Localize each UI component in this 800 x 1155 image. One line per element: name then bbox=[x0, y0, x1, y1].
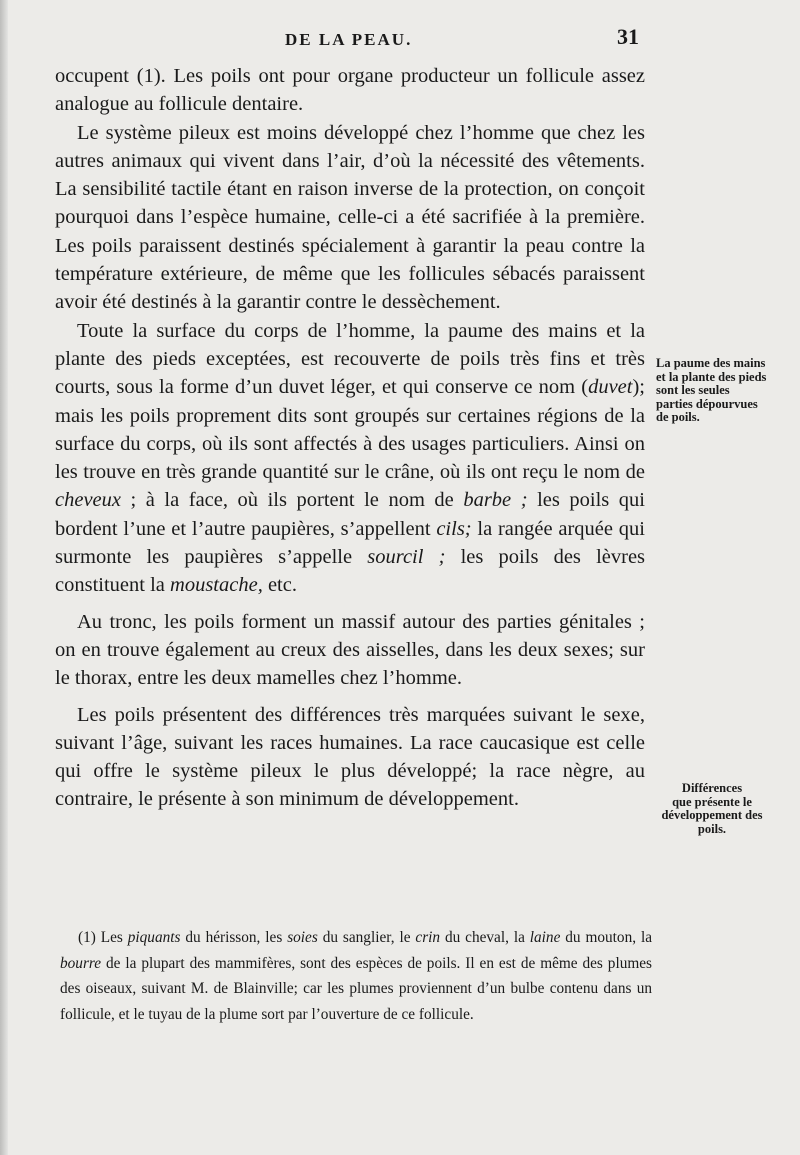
term-duvet: duvet bbox=[588, 376, 633, 399]
term-sourcil: sourcil ; bbox=[367, 546, 446, 569]
margin-note-differences-title: Différences bbox=[681, 781, 743, 795]
paragraph-2: Le système pileux est moins développé chez l’homme que chez les autres animaux qui vivent dans l’air, d’où la nécessité des vêtements. La sensibilité tactile étant en raison inverse de la protection, on conçoit pourquoi dans l’espèce humaine, celle-ci a été sacrifiée à la première. Les poils paraissent destinés spécialement à garantir la peau contre la température extérieure, de même que les follicules sébacés paraissent avoir été destinés à la garantir contre le dessèchement. bbox=[55, 121, 645, 314]
margin-note-paume: La paume des mains et la plante des pieds sont les seules parties dépourvues de poils. bbox=[656, 356, 767, 424]
paragraph-4: Au tronc, les poils forment un massif autour des parties génitales ; on en trouve également au creux des aisselles, dans les deux sexes; sur le thorax, entre les deux mamelles chez l’homme. bbox=[55, 610, 645, 690]
paragraph-5: Les poils présentent des différences très marquées suivant le sexe, suivant l’âge, suivant les races humaines. La race caucasique est celle qui offre le système pileux le plus développé; la race nègre, au contraire, le présente à son minimum de développement. bbox=[55, 703, 645, 811]
paragraph-1: occupent (1). Les poils ont pour organe producteur un follicule assez analogue au follicule dentaire. bbox=[55, 65, 645, 116]
main-text bbox=[55, 62, 645, 814]
term-barbe: barbe ; bbox=[463, 489, 528, 512]
term-cheveux: cheveux bbox=[55, 489, 121, 512]
footnote bbox=[60, 925, 652, 1027]
margin-note-differences bbox=[656, 782, 768, 836]
running-title: DE LA PEAU. bbox=[285, 30, 413, 49]
term-moustache: moustache, bbox=[170, 574, 263, 597]
page-gutter-shadow bbox=[0, 0, 8, 1155]
paragraph-3: Toute la surface du corps de l’homme, la paume des mains et la plante des pieds exceptées, est recouverte de poils très fins et très courts, sous la forme d’un duvet léger, et qui conserve ce nom (duvet); mais les poils proprement dits sont groupés sur certaines régions de la surface du corps, où ils sont affectés à des usages particuliers. Ainsi on les trouve en très grande quantité sur le crâne, où ils ont reçu le nom de cheveux ; à la face, où ils portent le nom de barbe ; les poils qui bordent l’une et l’autre paupières, s’appellent cils; la rangée arquée qui surmonte les paupières s’appelle sourcil ; les poils des lèvres constituent la moustache, etc. bbox=[55, 319, 646, 597]
page-number: 31 bbox=[617, 24, 639, 49]
margin-note-differences-text: que présente le développement des poils. bbox=[661, 794, 763, 836]
term-cils: cils; bbox=[436, 517, 472, 540]
footnote-1: (1) Les piquants du hérisson, les soies du sanglier, le crin du cheval, la laine du mouton, la bourre de la plupart des mammifères, sont des espèces de poils. Il en est de même des plumes des oiseaux, suivant M. de Blainville; car les plumes proviennent d’un bulbe contenu dans un follicule, et le tuyau de la plume sort par l’ouverture de ce follicule. bbox=[60, 929, 652, 1023]
